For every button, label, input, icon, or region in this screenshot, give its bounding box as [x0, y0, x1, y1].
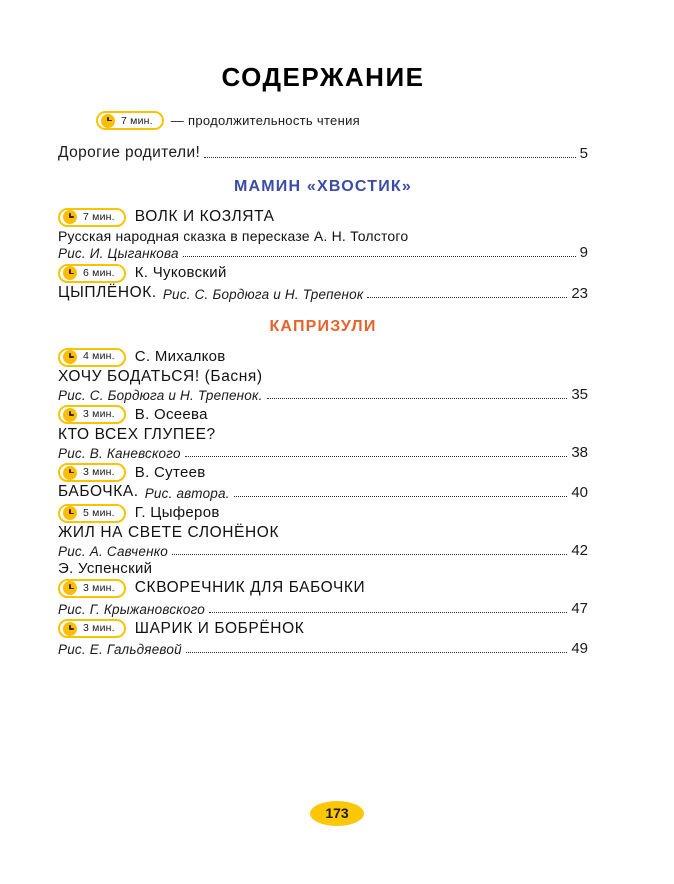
entry-title: КТО ВСЕХ ГЛУПЕЕ? [58, 425, 216, 443]
toc-entry-page: 42 [571, 542, 588, 560]
entry-credit: Рис. Е. Гальдяевой [58, 642, 182, 658]
entry-credit: Рис. А. Савченко [58, 544, 168, 560]
toc-entry-page: 9 [579, 244, 588, 262]
toc-entry-zhil-na-svete-slonyonok[interactable] [58, 502, 588, 559]
entry-headline [58, 262, 588, 284]
entry-title: ЦЫПЛЁНОК. [58, 284, 157, 302]
toc-entry-page: 40 [571, 484, 588, 502]
toc-entry-page: 47 [571, 599, 588, 617]
entry-title-row [58, 284, 588, 302]
clock-icon [63, 506, 77, 520]
legend [58, 111, 588, 130]
legend-text: — продолжительность чтения [170, 113, 360, 128]
entry-credit-row [58, 542, 588, 559]
toc-entry-skvorechnik-dlya-babochki[interactable] [58, 560, 588, 616]
toc-entry-page: 38 [571, 443, 588, 461]
duration-badge-label: 6 мин. [83, 266, 115, 279]
entry-headline [58, 346, 588, 368]
duration-badge-label: 3 мин. [83, 581, 115, 594]
page-folio [0, 801, 674, 826]
entry-credit: Рис. С. Бордюга и Н. Трепенок. [58, 387, 263, 403]
entry-headline [58, 618, 588, 640]
entry-credit-row [58, 600, 588, 617]
entry-title: СКВОРЕЧНИК ДЛЯ БАБОЧКИ [134, 579, 366, 597]
page-title: СОДЕРЖАНИЕ [221, 62, 425, 92]
section-heading-1: МАМИН «ХВОСТИК» [234, 178, 412, 195]
entry-headline [58, 462, 588, 484]
duration-badge [58, 405, 126, 424]
entry-author: Э. Успенский [58, 560, 153, 578]
clock-icon [63, 581, 77, 595]
entry-author: К. Чуковский [134, 264, 227, 282]
duration-badge-label: 3 мин. [83, 622, 115, 635]
toc-entry-page: 23 [571, 285, 588, 303]
clock-icon [63, 408, 77, 422]
clock-icon [63, 622, 77, 636]
entry-title-row [58, 483, 588, 501]
section-heading-2: КАПРИЗУЛИ [269, 318, 377, 336]
entry-author: В. Сутеев [134, 463, 206, 481]
folio-number: 173 [310, 801, 364, 826]
toc-entry-cyplyonok[interactable] [58, 262, 588, 302]
entry-credit: Рис. В. Каневского [58, 445, 181, 461]
entry-credit-row [58, 386, 588, 403]
toc-entry-volk-i-kozlyata[interactable] [58, 206, 588, 261]
entry-author: В. Осеева [134, 405, 208, 423]
entry-headline [58, 404, 588, 426]
entry-title: БАБОЧКА. [58, 483, 139, 501]
clock-icon [101, 114, 115, 128]
entry-credit-row [58, 640, 588, 657]
dot-leader [204, 156, 575, 158]
entry-subtitle: Русская народная сказка в пересказе А. Н. Толстого [58, 228, 409, 245]
dot-leader [183, 255, 576, 257]
duration-badge-label: 7 мин. [83, 210, 115, 223]
dot-leader [186, 651, 568, 653]
entry-author: Г. Цыферов [134, 504, 220, 522]
entry-title: ШАРИК И БОБРЁНОК [134, 619, 305, 637]
toc-entry-kto-vseh-glupee[interactable] [58, 404, 588, 461]
duration-badge-label: 3 мин. [83, 465, 115, 478]
duration-badge [58, 264, 126, 283]
entry-credit-row [58, 444, 588, 461]
toc-entry-sharik-i-bobryonok[interactable] [58, 618, 588, 657]
dot-leader [367, 296, 567, 298]
clock-icon [63, 210, 77, 224]
toc-entry-intro[interactable] [58, 144, 588, 162]
duration-badge [58, 504, 126, 523]
entry-credit: Рис. И. Цыганкова [58, 246, 179, 262]
toc-entry-page: 35 [571, 385, 588, 403]
dot-leader [209, 611, 567, 613]
dot-leader [267, 397, 568, 399]
duration-badge-label: 5 мин. [83, 506, 115, 519]
duration-badge [58, 619, 126, 638]
entry-credit: Рис. Г. Крыжановского [58, 601, 205, 617]
entry-credit-row [58, 244, 588, 261]
duration-badge-label: 7 мин. [121, 114, 153, 127]
duration-badge [58, 463, 126, 482]
entry-author: С. Михалков [134, 348, 226, 366]
dot-leader [234, 495, 568, 497]
clock-icon [63, 266, 77, 280]
toc-entry-page: 5 [579, 145, 588, 162]
toc-entry-title: Дорогие родители! [58, 144, 201, 161]
toc-entry-hochu-bodatsya[interactable] [58, 346, 588, 403]
duration-badge [58, 208, 126, 227]
dot-leader [172, 553, 567, 555]
entry-headline [58, 206, 588, 228]
duration-badge-label: 3 мин. [83, 408, 115, 421]
clock-icon [63, 466, 77, 480]
entry-title: ХОЧУ БОДАТЬСЯ! (Басня) [58, 367, 263, 385]
toc-entry-babochka[interactable] [58, 462, 588, 502]
duration-badge-label: 4 мин. [83, 350, 115, 363]
entry-title: ВОЛК И КОЗЛЯТА [134, 208, 275, 225]
duration-badge [58, 348, 126, 367]
clock-icon [63, 350, 77, 364]
entry-title: ЖИЛ НА СВЕТЕ СЛОНЁНОК [58, 524, 280, 542]
entry-credit: Рис. автора. [144, 486, 230, 502]
entry-headline [58, 577, 588, 599]
duration-badge [58, 579, 126, 598]
toc-entry-page: 49 [571, 640, 588, 658]
dot-leader [185, 455, 568, 457]
entry-credit: Рис. С. Бордюга и Н. Трепенок [162, 287, 364, 303]
entry-headline [58, 502, 588, 524]
duration-badge [96, 111, 164, 130]
